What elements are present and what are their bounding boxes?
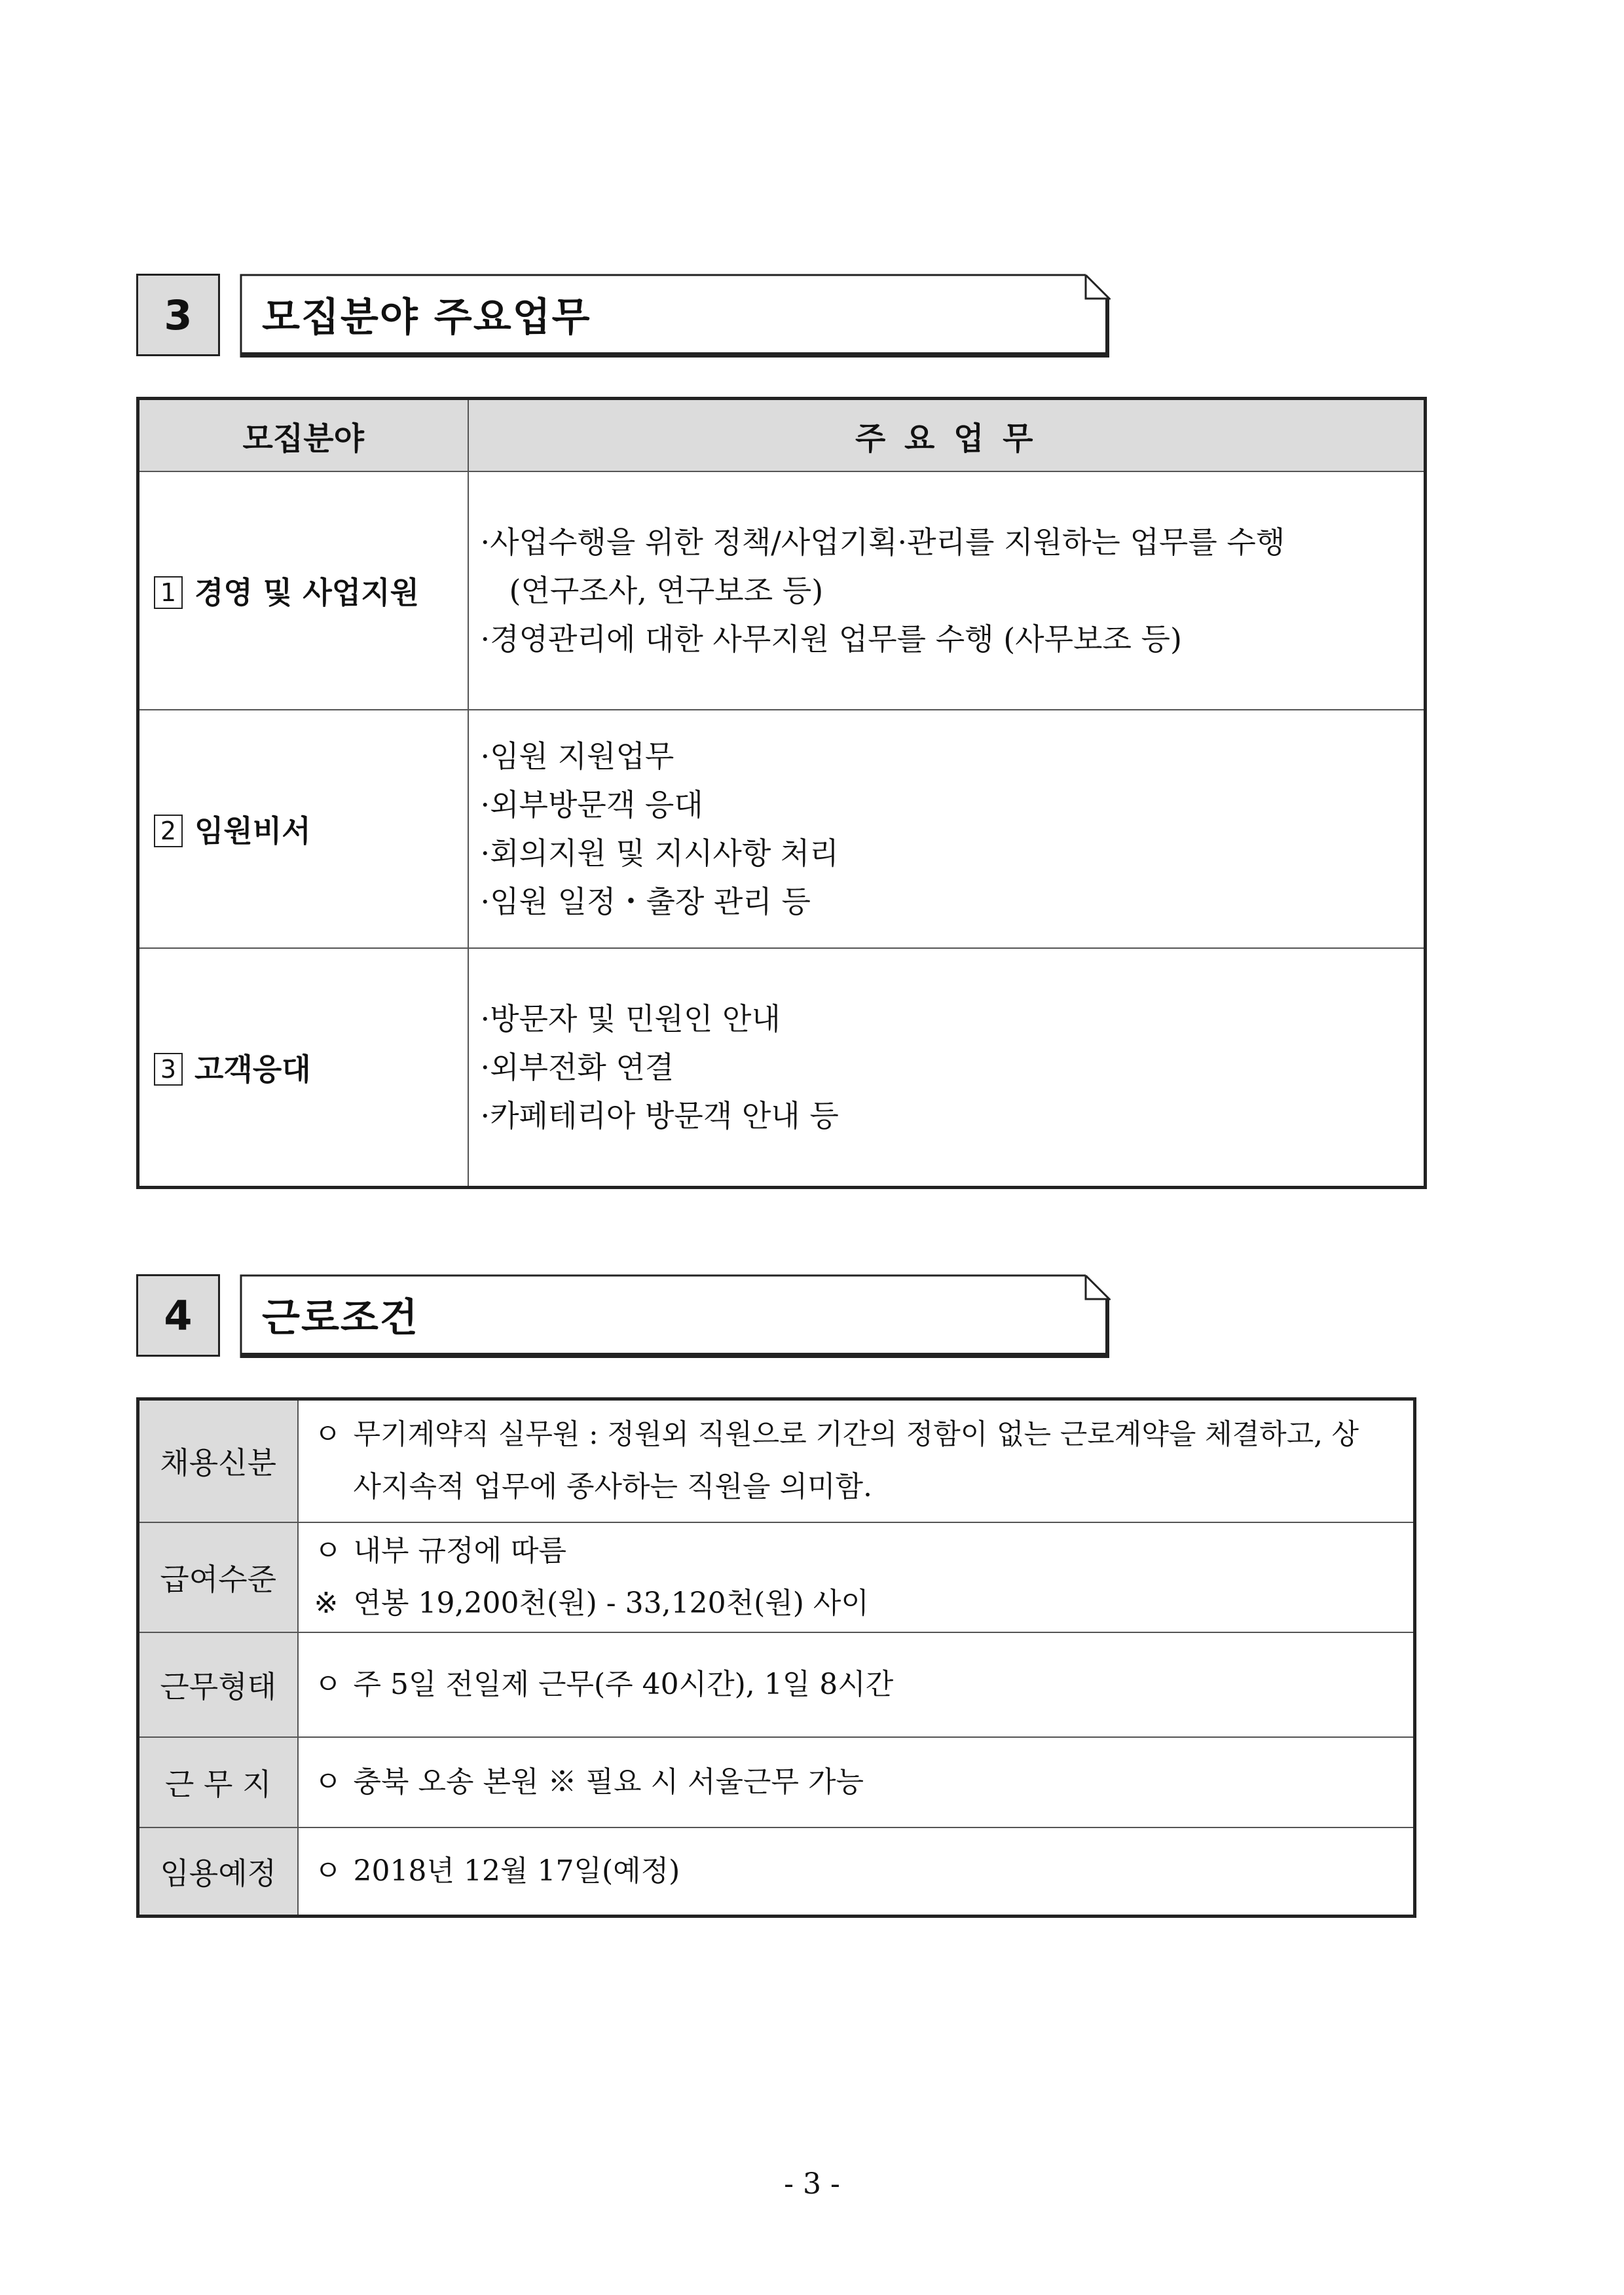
duty-line: (연구조사, 연구보조 등): [509, 573, 824, 608]
category-label: 경영 및 사업지원: [194, 575, 420, 610]
row-value: [298, 1632, 1415, 1737]
table-row: [138, 1737, 1415, 1827]
value-text: 무기계약직 실무원 : 정원외 직원으로 기간의 정함이 없는 근로계약을 체결하고, 상: [353, 1418, 1359, 1452]
value-line: [314, 1756, 1413, 1808]
value-line: [314, 1461, 1413, 1513]
row-value: [298, 1399, 1415, 1522]
table-row: [138, 1827, 1415, 1917]
row-label: 임용예정: [138, 1827, 298, 1917]
section-title-box: [237, 1274, 1111, 1359]
bullet: ㅇ: [314, 1418, 342, 1452]
duty-line: ·회의지원 및 지시사항 처리: [480, 835, 839, 871]
section-title: 모집분야 주요업무: [262, 295, 591, 340]
table-row: [138, 471, 1426, 710]
bullet: ㅇ: [314, 1765, 342, 1799]
section-3-header: [136, 274, 1111, 359]
table-header-row: [138, 399, 1426, 472]
category-label: 임원비서: [194, 813, 311, 849]
table-row: [138, 1632, 1415, 1737]
row-label: 근 무 지: [138, 1737, 298, 1827]
value-text: 사지속적 업무에 종사하는 직원을 의미함.: [353, 1470, 872, 1504]
duties-cell: [468, 471, 1426, 710]
value-text: 충북 오송 본원 ※ 필요 시 서울근무 가능: [353, 1765, 864, 1799]
duty-line: ·외부방문객 응대: [480, 787, 703, 822]
duty-line: ·경영관리에 대한 사무지원 업무를 수행 (사무보조 등): [480, 621, 1182, 657]
column-header: 모집분야: [138, 399, 468, 472]
row-label: 근무형태: [138, 1632, 298, 1737]
category-label: 고객응대: [194, 1052, 311, 1087]
duty-line: ·임원 일정・출장 관리 등: [480, 884, 811, 919]
boxed-number: 2: [154, 815, 183, 847]
boxed-number: 3: [154, 1053, 183, 1086]
boxed-number: 1: [154, 576, 183, 609]
table-row: [138, 710, 1426, 948]
value-text: 2018년 12월 17일(예정): [353, 1854, 680, 1888]
row-label: 채용신분: [138, 1399, 298, 1522]
value-line: [314, 1659, 1413, 1711]
duties-cell: [468, 948, 1426, 1188]
duty-line: ·임원 지원업무: [480, 739, 674, 774]
duties-cell: [468, 710, 1426, 948]
table-row: [138, 1522, 1415, 1632]
value-text: 연봉 19,200천(원) - 33,120천(원) 사이: [353, 1586, 869, 1620]
section-title: 근로조건: [262, 1295, 419, 1341]
value-line: [314, 1577, 1413, 1630]
value-text: 주 5일 전일제 근무(주 40시간), 1일 8시간: [353, 1667, 894, 1701]
section-title-box: [237, 274, 1111, 359]
bullet: ㅇ: [314, 1533, 342, 1568]
value-line: [314, 1845, 1413, 1898]
value-text: 내부 규정에 따름: [353, 1533, 566, 1568]
table-row: [138, 948, 1426, 1188]
bullet: ※: [314, 1586, 339, 1620]
duty-line: ·카페테리아 방문객 안내 등: [480, 1098, 839, 1133]
value-line: [314, 1525, 1413, 1577]
duty-line: ·외부전화 연결: [480, 1050, 674, 1085]
duties-table: [136, 397, 1427, 1189]
conditions-table: [136, 1397, 1416, 1918]
duty-line: ·방문자 및 민원인 안내: [480, 1001, 781, 1037]
bullet: ㅇ: [314, 1667, 342, 1701]
table-row: [138, 1399, 1415, 1522]
column-header: 주 요 업 무: [468, 399, 1426, 472]
duty-line: ·사업수행을 위한 정책/사업기획·관리를 지원하는 업무를 수행: [480, 524, 1285, 560]
category-cell: [138, 471, 468, 710]
bullet: ㅇ: [314, 1854, 342, 1888]
section-number: 4: [136, 1274, 220, 1357]
row-value: [298, 1737, 1415, 1827]
row-value: [298, 1827, 1415, 1917]
row-label: 급여수준: [138, 1522, 298, 1632]
category-cell: [138, 710, 468, 948]
section-number: 3: [136, 274, 220, 356]
row-value: [298, 1522, 1415, 1632]
value-line: [314, 1408, 1413, 1461]
section-4-header: [136, 1274, 1111, 1359]
category-cell: [138, 948, 468, 1188]
page-number: - 3 -: [784, 2167, 840, 2201]
